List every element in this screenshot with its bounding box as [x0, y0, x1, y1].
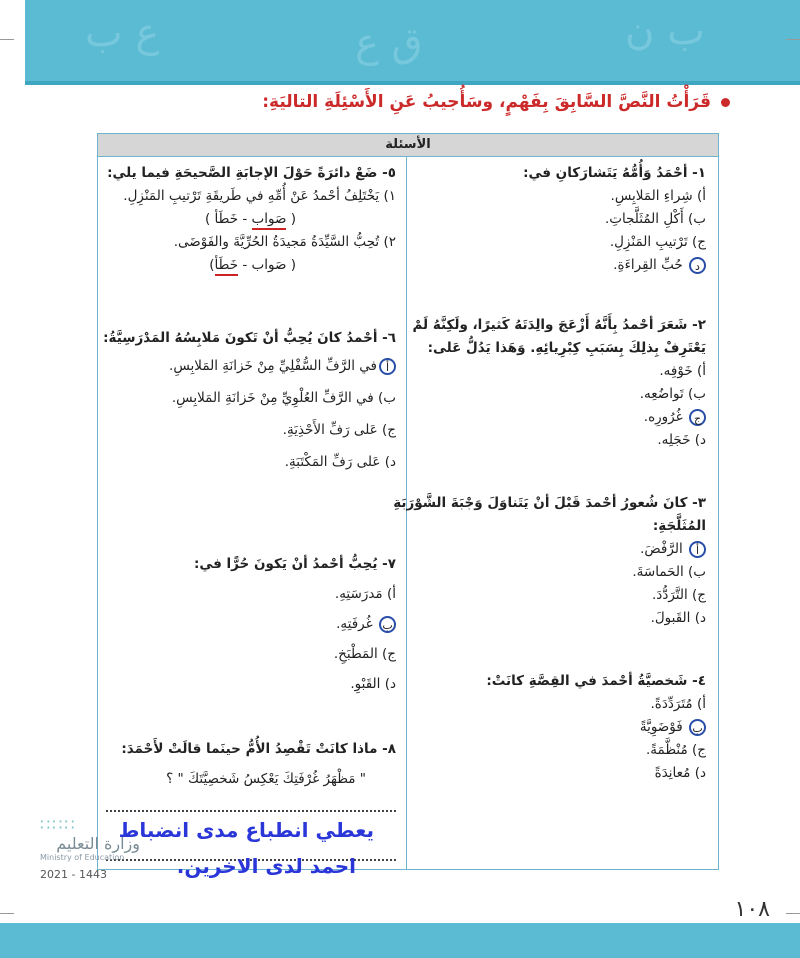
crop-mark [0, 39, 14, 40]
questions-table [97, 133, 719, 878]
page-number: ١٠٨ [734, 897, 770, 922]
question-1 [414, 162, 706, 277]
question-stem: ٧- يُحِبُّ أحْمدُ أنْ يَكونَ حُرًّا في: [193, 556, 396, 572]
option-selected: أ الرَّفْضَ. [414, 538, 706, 561]
option: د) خَجَلِه. [657, 432, 706, 448]
option: أ) مَدرَسَتِهِ. [334, 586, 396, 602]
answer-circle: د [689, 257, 706, 274]
true-false-choice: ( صَواب - خَطَأ ) [104, 208, 396, 231]
question-5 [104, 162, 396, 277]
question-stem: ٤- شَخصيَّةُ أحْمدَ في القِصَّةِ كانَتْ: [486, 673, 706, 689]
option: د) عَلى رَفِّ المَكْتَبَةِ. [284, 454, 396, 470]
option-selected: ب غُرفَتِهِ. [104, 609, 396, 639]
option: ب) أَكْلِ المُثَلَّجاتِ. [604, 211, 706, 227]
option: د) القَبْوِ. [350, 676, 396, 692]
question-stem: ٦- أحْمدُ كانَ يُحِبُّ أنْ تَكونَ مَلابِسُهُ المَدْرَسِيَّةُ: [103, 330, 396, 346]
option: ج) التَّرَدُّدَ. [652, 587, 706, 603]
statement: ١) يَخْتَلِفُ أحْمدُ عَنْ أُمِّهِ في طَريقَةِ تَرْتيبِ المَنْزِلِ. [123, 188, 396, 204]
option: د) مُعانِدَةً [654, 765, 706, 781]
bottom-banner [0, 923, 800, 958]
crop-mark [786, 39, 800, 40]
answer-line [106, 810, 396, 812]
option: أ) مُتَرَدِّدَةً. [650, 696, 706, 712]
question-2 [414, 314, 706, 452]
decorative-letters: ب ن [625, 8, 705, 54]
answer-circle: أ [689, 541, 706, 558]
answer-circle: ب [379, 616, 396, 633]
option: ج) المَطْبَخِ. [333, 646, 396, 662]
question-6 [104, 327, 396, 478]
question-stem: ٥- ضَعْ دائرَةً حَوْلَ الإجابَةِ الصَّحيحَةِ فيما يلي: [107, 165, 396, 181]
ministry-logo: ∷∷∷ وزارة التعليم Ministry of Education 2021 - 1443 [40, 815, 140, 881]
question-3 [393, 492, 706, 630]
question-stem: ٨- ماذا كانَتْ تَقْصِدُ الأُمُّ حينَما قالَتْ لأَحْمَدَ: [121, 741, 396, 757]
decorative-letters: ع ب [85, 10, 160, 56]
handwritten-answer: يعطي انطباع مدى انضباط [118, 818, 374, 842]
quote: " مَظْهَرُ غُرْفَتِكَ يَعْكِسُ شَخصِيَّتَكَ " ؟ [166, 771, 366, 787]
answer-circle: ج [689, 409, 706, 426]
option: أ) خَوْفِه. [659, 363, 706, 379]
instruction-heading: قَرَأْتُ النَّصَّ السَّابِقَ بِفَهْمٍ، وسَأُجيبُ عَنِ الأَسْئِلَةِ التاليَةِ: [262, 92, 730, 112]
question-4 [414, 670, 706, 785]
top-banner [25, 0, 800, 85]
option: أ) شِراءِ المَلابِسِ. [610, 188, 706, 204]
handwritten-answer: احمد لدى الاخرين. [176, 854, 356, 878]
question-7 [104, 549, 396, 699]
selected-answer: خَطَأ [215, 257, 239, 276]
option: ب) الحَماسَةَ. [632, 564, 706, 580]
selected-answer: صَواب [252, 211, 287, 230]
crop-mark [0, 913, 14, 914]
question-stem: يَعْتَرِفْ بِذلِكَ بِسَبَبِ كِبْرِيائِهِ. وَهَذا يَدُلُّ عَلى: [427, 340, 706, 356]
question-stem: ٣- كانَ شُعورُ أحْمدَ قَبْلَ أنْ يَتَناوَلَ وَجْبَةَ الشَّوْرَبَةِ [393, 495, 706, 511]
question-8 [104, 734, 396, 794]
statement: ٢) تُحِبُّ السَّيِّدَةُ مَجيدَةُ الحُرِّيَّةَ والفَوْضَى. [173, 234, 396, 250]
crop-mark [786, 913, 800, 914]
answer-circle: ب [689, 719, 706, 736]
table-header: الأسئلة [98, 134, 718, 157]
option: ب) تَواضُعِه. [639, 386, 706, 402]
option: ج) عَلى رَفِّ الأَحْذِيَةِ. [282, 422, 396, 438]
option-selected: ج غُرُورِه. [414, 406, 706, 429]
option-selected: د حُبِّ القِراءَةِ. [414, 254, 706, 277]
option: ج) مُنْظَّمَةً. [646, 742, 706, 758]
question-stem: المُثَلَّجَةِ: [652, 518, 706, 534]
logo-dots-icon: ∷∷∷ [40, 815, 77, 834]
answer-circle: أ [379, 358, 396, 375]
option: ج) تَرْتيبِ المَنْزِلِ. [609, 234, 706, 250]
bullet-icon [721, 98, 730, 107]
question-stem: ٢- شَعَرَ أحْمدُ بِأَنَّهُ أَزْعَجَ والِدَتَهُ كَثيرًا، ولَكِنَّهُ لَمْ [412, 317, 706, 333]
option: د) القَبولَ. [650, 610, 706, 626]
option-selected: أفي الرَّفِّ السُّفْلِيِّ مِنْ خَزانَةِ المَلابِسِ. [104, 350, 396, 382]
decorative-letters: ق ع [355, 20, 423, 66]
true-false-choice: ( صَواب - خَطَأ) [104, 254, 396, 277]
option: ب) في الرَّفِّ العُلْوِيِّ مِنْ خَزانَةِ المَلابِسِ. [171, 390, 396, 406]
option-selected: ب فَوْضَوِيَّةً [414, 716, 706, 739]
question-stem: ١- أحْمَدُ وَأُمُّهُ يَتَشارَكانِ في: [523, 165, 706, 181]
